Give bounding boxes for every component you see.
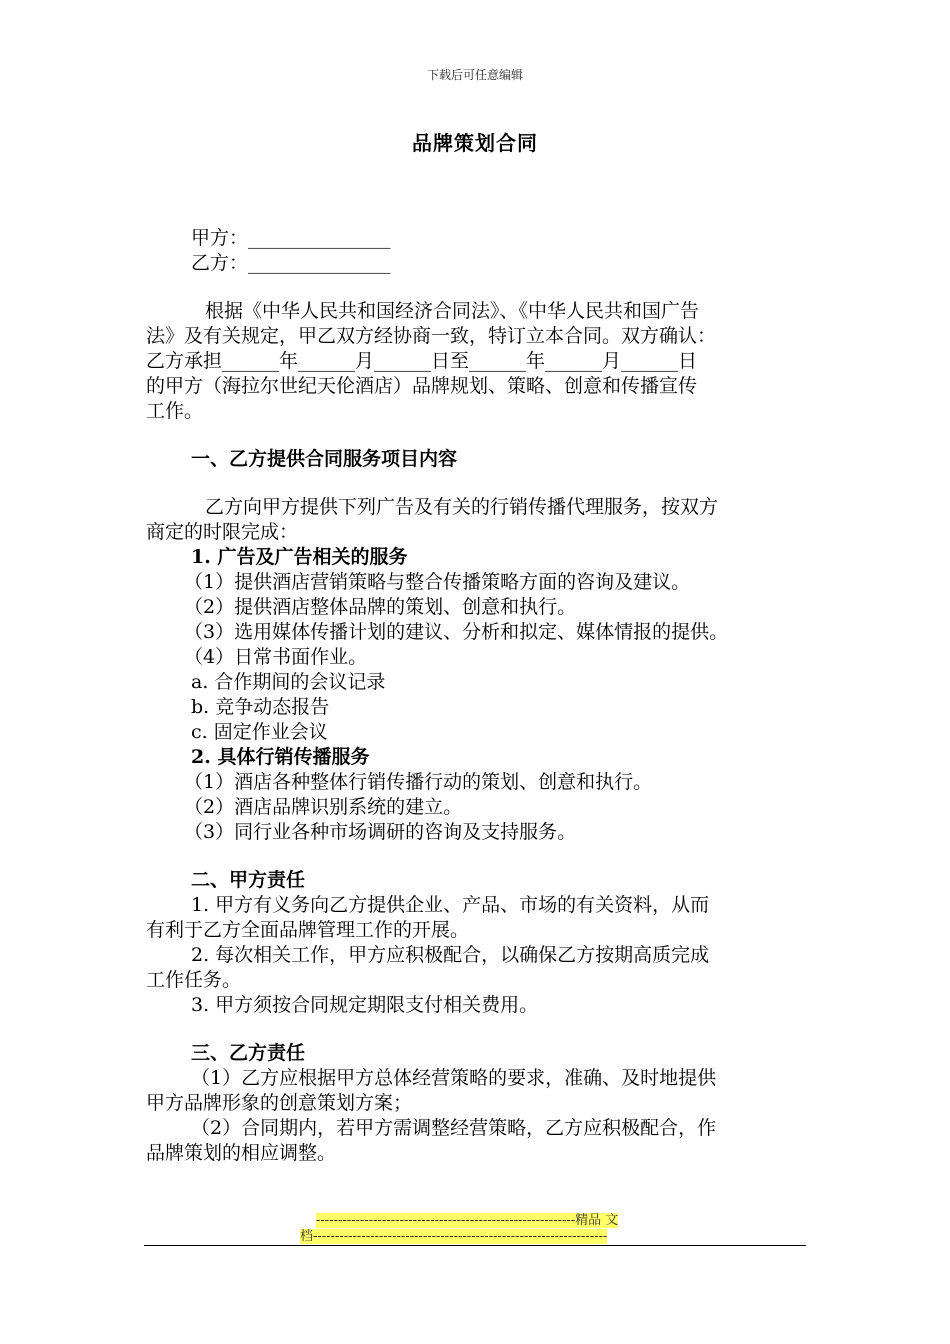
section3-line: （1）乙方应根据甲方总体经营策略的要求，准确、及时地提供 bbox=[191, 1067, 717, 1089]
list-item: （4）日常书面作业。 bbox=[184, 646, 368, 668]
footer-divider bbox=[144, 1245, 806, 1246]
footer-line: 档------------------------------------------------------------------- bbox=[300, 1229, 608, 1244]
page-header: 下载后可任意编辑 bbox=[426, 68, 523, 82]
list-item: c. 固定作业会议 bbox=[191, 721, 328, 743]
sub1-heading: 1. 广告及广告相关的服务 bbox=[191, 546, 408, 568]
contract-body bbox=[146, 226, 810, 1166]
intro-paragraph bbox=[146, 299, 810, 424]
footer-watermark bbox=[300, 1213, 650, 1245]
list-item: b. 竞争动态报告 bbox=[191, 696, 330, 718]
section2-line: 有利于乙方全面品牌管理工作的开展。 bbox=[146, 919, 470, 941]
section2-line: 3. 甲方须按合同规定期限支付相关费用。 bbox=[191, 994, 539, 1016]
sub2-heading: 2. 具体行销传播服务 bbox=[191, 746, 370, 768]
section1-lead: 乙方向甲方提供下列广告及有关的行销传播代理服务，按双方 bbox=[205, 496, 719, 518]
section2-line: 工作任务。 bbox=[146, 969, 242, 991]
section1-lead: 商定的时限完成： bbox=[146, 521, 299, 543]
section1-heading: 一、乙方提供合同服务项目内容 bbox=[191, 448, 458, 470]
section3-line: 甲方品牌形象的创意策划方案； bbox=[146, 1092, 413, 1114]
intro-line: 工作。 bbox=[146, 400, 204, 422]
list-item: （2）酒店品牌识别系统的建立。 bbox=[184, 796, 463, 818]
intro-line: 根据《中华人民共和国经济合同法》、《中华人民共和国广告 bbox=[205, 300, 700, 322]
footer-line: -----------------------------------------------------------精品 文 bbox=[316, 1213, 619, 1228]
list-item: （3）同行业各种市场调研的咨询及支持服务。 bbox=[184, 821, 577, 843]
section3-line: （2）合同期内，若甲方需调整经营策略，乙方应积极配合，作 bbox=[191, 1117, 717, 1139]
section3-heading: 三、乙方责任 bbox=[191, 1042, 306, 1064]
section2-line: 1. 甲方有义务向乙方提供企业、产品、市场的有关资料，从而 bbox=[191, 894, 710, 916]
section3-line: 品牌策划的相应调整。 bbox=[146, 1142, 337, 1164]
document-title: 品牌策划合同 bbox=[412, 131, 538, 155]
list-item: （2）提供酒店整体品牌的策划、创意和执行。 bbox=[184, 596, 577, 618]
section2-line: 2. 每次相关工作，甲方应积极配合，以确保乙方按期高质完成 bbox=[191, 944, 710, 966]
intro-line: 乙方承担______年______月______日至______年______月______日 bbox=[146, 350, 698, 372]
intro-line: 的甲方（海拉尔世纪天伦酒店）品牌规划、策略、创意和传播宣传 bbox=[146, 375, 698, 397]
section2-heading: 二、甲方责任 bbox=[191, 869, 306, 891]
list-item: a. 合作期间的会议记录 bbox=[191, 671, 386, 693]
party-b: 乙方：_______________ bbox=[191, 252, 391, 274]
list-item: （1）提供酒店营销策略与整合传播策略方面的咨询及建议。 bbox=[184, 571, 691, 593]
list-item: （3）选用媒体传播计划的建议、分析和拟定、媒体情报的提供。 bbox=[184, 621, 729, 643]
intro-line: 法》及有关规定，甲乙双方经协商一致，特订立本合同。双方确认： bbox=[146, 325, 717, 347]
list-item: （1）酒店各种整体行销传播行动的策划、创意和执行。 bbox=[184, 771, 653, 793]
party-a: 甲方：_______________ bbox=[191, 227, 391, 249]
